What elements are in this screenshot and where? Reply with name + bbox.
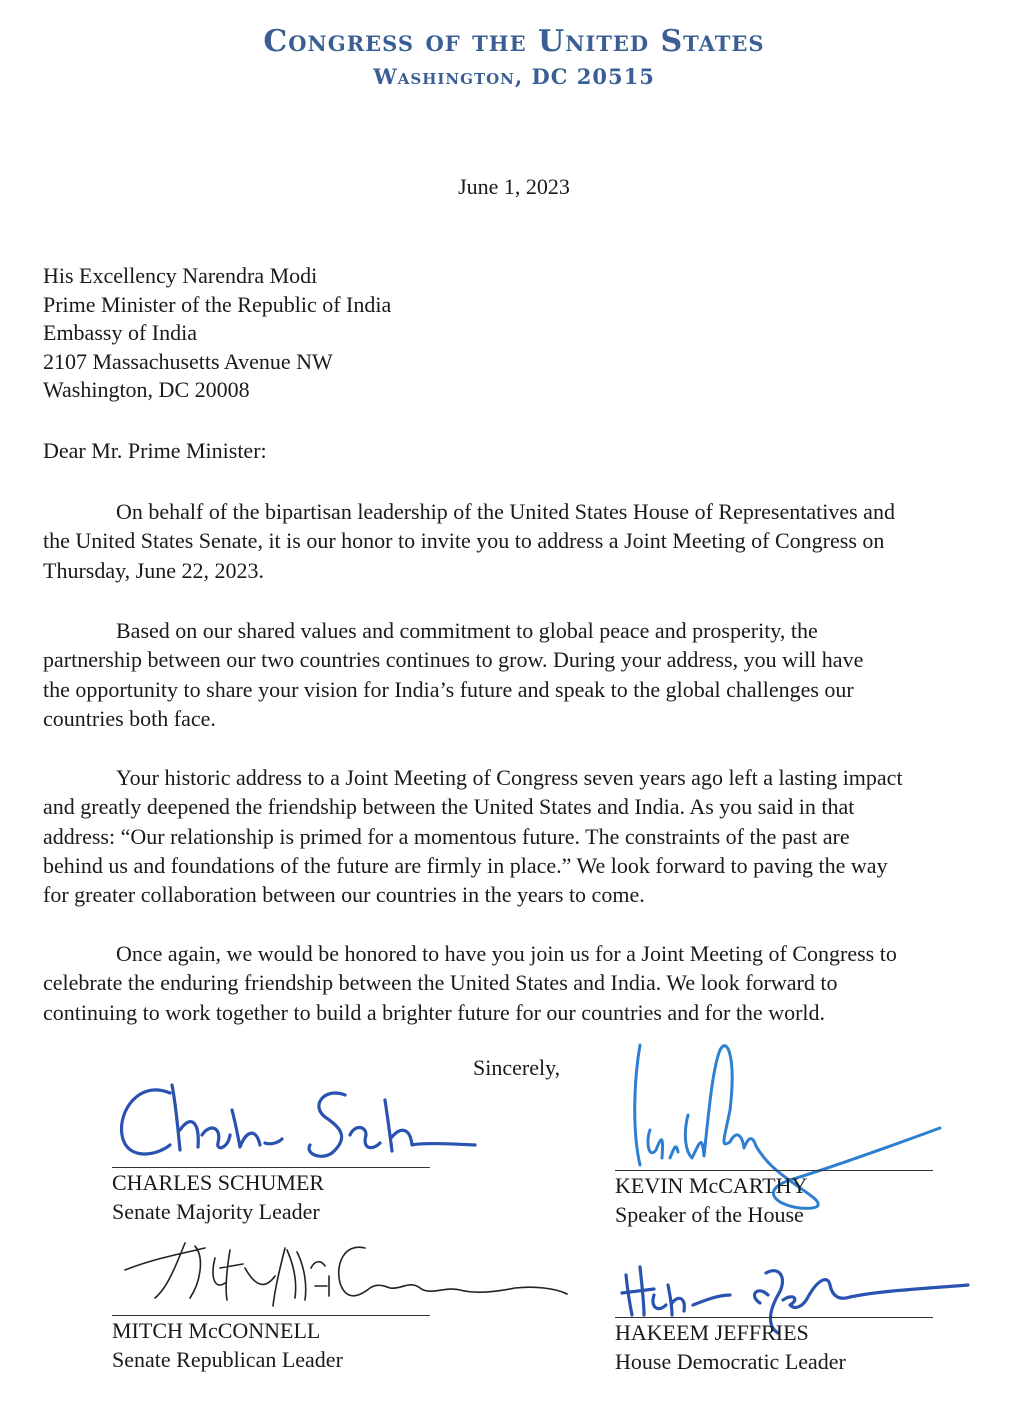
paragraph-line: countries both face. bbox=[43, 705, 216, 731]
body-paragraph bbox=[43, 497, 983, 585]
paragraph-line: and greatly deepened the friendship between the United States and India. As you said in that bbox=[43, 794, 855, 820]
paragraph-line: Based on our shared values and commitment to global peace and prosperity, the bbox=[116, 618, 818, 643]
letterhead-title: Congress of the United States bbox=[263, 24, 765, 59]
recipient-line: Prime Minister of the Republic of India bbox=[43, 291, 392, 317]
paragraph-line: address: “Our relationship is primed for a momentous future. The constraints of the past are bbox=[43, 823, 850, 849]
signatory-title: House Democratic Leader bbox=[615, 1349, 846, 1374]
paragraph-line: On behalf of the bipartisan leadership of the United States House of Representatives and bbox=[116, 499, 895, 524]
paragraph-line: Once again, we would be honored to have you join us for a Joint Meeting of Congress to bbox=[116, 941, 897, 966]
body-paragraph bbox=[43, 616, 983, 733]
paragraph-line: partnership between our two countries continues to grow. During your address, you will have bbox=[43, 647, 864, 673]
signatory-name: KEVIN McCARTHY bbox=[615, 1173, 808, 1198]
signature-block bbox=[112, 1167, 430, 1226]
paragraph-line: the United States Senate, it is our honor to invite you to address a Joint Meeting of Congress on bbox=[43, 528, 885, 554]
paragraph-line: for greater collaboration between our countries in the years to come. bbox=[43, 882, 645, 908]
paragraph-line: behind us and foundations of the future are firmly in place.” We look forward to paving the way bbox=[43, 852, 888, 878]
closing: Sincerely, bbox=[473, 1055, 561, 1080]
paragraph-line: continuing to work together to build a brighter future for our countries and for the world. bbox=[43, 999, 826, 1025]
signature-block bbox=[615, 1317, 933, 1376]
letter-date: June 1, 2023 bbox=[458, 174, 570, 199]
signatory-name: HAKEEM JEFFRIES bbox=[615, 1320, 809, 1345]
signatory-title: Speaker of the House bbox=[615, 1202, 804, 1227]
paragraph-line: the opportunity to share your vision for India’s future and speak to the global challenges our bbox=[43, 676, 854, 702]
signatory-title: Senate Republican Leader bbox=[112, 1347, 343, 1372]
recipient-line: His Excellency Narendra Modi bbox=[43, 263, 318, 288]
paragraph-line: Your historic address to a Joint Meeting of Congress seven years ago left a lasting impact bbox=[116, 765, 903, 790]
letterhead-address: Washington, DC 20515 bbox=[373, 64, 655, 89]
signatory-title: Senate Majority Leader bbox=[112, 1199, 320, 1224]
body-paragraph bbox=[43, 939, 983, 1027]
paragraph-line: celebrate the enduring friendship between the United States and India. We look forward to bbox=[43, 970, 838, 996]
recipient-line: 2107 Massachusetts Avenue NW bbox=[43, 348, 333, 374]
signature-block bbox=[112, 1315, 430, 1374]
letterhead bbox=[0, 22, 1028, 92]
signature-block bbox=[615, 1170, 933, 1229]
recipient-line: Washington, DC 20008 bbox=[43, 377, 250, 402]
signatory-name: MITCH McCONNELL bbox=[112, 1318, 321, 1343]
signature-schumer bbox=[110, 1065, 490, 1170]
paragraph-line: Thursday, June 22, 2023. bbox=[43, 557, 264, 583]
body-paragraph bbox=[43, 763, 983, 909]
salutation: Dear Mr. Prime Minister: bbox=[43, 438, 267, 463]
signature-mcconnell bbox=[115, 1228, 575, 1318]
recipient-line: Embassy of India bbox=[43, 320, 197, 345]
recipient-address bbox=[43, 262, 391, 405]
signatory-name: CHARLES SCHUMER bbox=[112, 1170, 325, 1195]
